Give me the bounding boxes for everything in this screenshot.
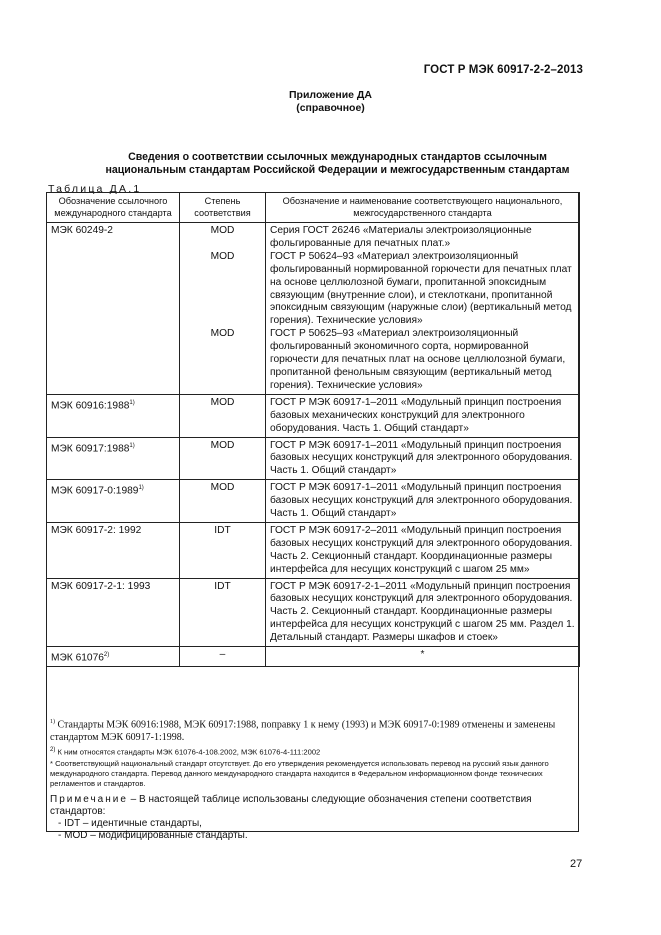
ref-standard: МЭК 61076 [51,652,104,664]
section-title [40,151,635,177]
national-standard-cell [266,223,580,395]
note-label: Примечание [50,793,128,805]
section-title-line-1: Сведения о соответствии ссылочных международных стандартов ссылочным [128,151,547,163]
national-standard-text: ГОСТ Р МЭК 60917-1–2011 «Модульный принцип построения базовых несущих конструкций для электронного оборудования. Часть 1. Общий стандарт» [270,439,573,477]
footnote-1-mark: 1) [50,719,55,725]
table-row [47,394,580,437]
degree-cell [180,480,266,523]
annex-subtitle: (справочное) [296,102,365,114]
ref-standard: МЭК 60249-2 [51,225,113,236]
ref-standard-cell [47,480,180,523]
national-standard-cell [266,480,580,523]
national-standard-text: ГОСТ Р МЭК 60917-1–2011 «Модульный принцип построения базовых механических конструкций для электронного оборудования. Часть 1. Общий стандарт» [270,396,562,434]
degree-cell [180,578,266,647]
national-standard-text: ГОСТ Р МЭК 60917-2–2011 «Модульный принцип построения базовых несущих конструкций для электронного оборудования. Часть 2. Секционный стандарт. Координационные размеры интерфейса для несущих конструкций с шагом 25 мм» [270,524,573,575]
ref-standard: МЭК 60917:1988 [51,442,130,454]
ref-standard-cell [47,647,180,667]
table-label: Таблица ДА.1 [48,183,142,195]
national-standard-text: Серия ГОСТ 26246 «Материалы электроизоляционные фольгированные для печатных плат.» [270,225,532,249]
degree-cell [180,394,266,437]
ref-standard: МЭК 60917-0:1989 [51,485,139,497]
national-standard-cell [266,437,580,480]
note-item-idt: - IDT – идентичные стандарты, [58,818,202,830]
national-standard-cell [266,578,580,647]
national-standard-cell [266,522,580,578]
table-row [47,480,580,523]
ref-standard-cell [47,578,180,647]
degree-value: MOD [210,482,235,494]
degree-cell [180,223,266,395]
degree-value: MOD [210,439,235,451]
page-number: 27 [570,858,583,870]
note-text: – В настоящей таблице использованы следующие обозначения степени соответствия стандартов: [50,793,532,818]
degree-cell [180,647,266,667]
table-row [47,578,580,647]
header-degree: Степень соответствия [180,193,266,223]
national-standard-cell [266,647,580,667]
table-row [47,437,580,480]
footnote-2 [50,745,575,758]
ref-standard: МЭК 60917-2: 1992 [51,524,142,536]
ref-footnote-mark: 1) [129,399,135,406]
footnote-star: * Соответствующий национальный стандарт отсутствует. До его утверждения рекомендуется использовать перевод на русский язык данного международного стандарта. Перевод данного международного стандарта находится в Федеральном информационном фонде технических регламентов и стандартов. [50,758,549,788]
annex-heading [0,89,661,115]
header-ref-standard: Обозначение ссылочного международного стандарта [47,193,180,223]
ref-standard-cell [47,522,180,578]
section-title-line-2: национальным стандартам Российской Федерации и межгосударственным стандартам [105,164,570,176]
note-item-mod: - MOD – модифицированные стандарты. [58,830,248,842]
ref-standard-cell [47,437,180,480]
ref-standard: МЭК 60916:1988 [51,400,130,412]
degree-cell [180,522,266,578]
national-standard-text: ГОСТ Р МЭК 60917-2-1–2011 «Модульный принцип построения базовых несущих конструкций для электронного оборудования. Часть 2. Секционный стандарт. Координационные размеры интерфейса для несущих конструкций с шагом 25 мм. Раздел 1. Детальный стандарт. Размеры шкафов и стоек» [270,580,575,644]
footnote-2-mark: 2) [50,747,56,754]
footnote-1 [50,716,575,744]
degree-value: MOD [210,250,235,262]
header-national-standard: Обозначение и наименование соответствующего национального, межгосударственного стандарта [266,193,580,223]
ref-footnote-mark: 2) [103,652,110,659]
table-header-row [47,193,580,223]
ref-standard-cell [47,394,180,437]
degree-cell [180,437,266,480]
degree-value: IDT [214,524,231,536]
notes-block [50,716,575,843]
footnote-2-text: К ним относятся стандарты МЭК 61076-4-108.2002, МЭК 61076-4-111:2002 [57,747,321,757]
table-row [47,647,580,667]
table-row [47,223,580,395]
document-code: ГОСТ Р МЭК 60917-2-2–2013 [423,64,583,76]
correspondence-table [46,192,580,667]
note [50,794,575,818]
national-standard-text: * [420,649,425,661]
national-standard-text: ГОСТ Р МЭК 60917-1–2011 «Модульный принцип построения базовых несущих конструкций для электронного оборудования. Часть 1. Общий стандарт» [270,482,573,520]
degree-value: MOD [210,225,235,236]
degree-value: MOD [210,396,235,408]
ref-standard: МЭК 60917-2-1: 1993 [51,580,151,592]
annex-title: Приложение ДА [289,89,372,101]
degree-value: – [219,649,226,661]
degree-value: MOD [210,327,235,339]
national-standard-cell [266,394,580,437]
national-standard-text: ГОСТ Р 50624–93 «Материал электроизоляционный фольгированный нормированной горючести для печатных плат на основе целлюлозной бумаги, пропитанной эпоксидным связующим (внутренние слои), и стеклоткани, пропитанной эпоксидным связующим (наружные слои) (вертикальный метод горения). Технические условия» [270,250,572,327]
table-row [47,522,580,578]
ref-footnote-mark: 1) [138,485,144,492]
degree-value: IDT [214,580,231,592]
ref-footnote-mark: 1) [129,442,135,449]
ref-standard-cell [47,223,180,395]
footnote-1-text: Стандарты МЭК 60916:1988, МЭК 60917:1988, поправку 1 к нему (1993) и МЭК 60917-0:1989 отменены и заменены стандартом МЭК 60917-1:1998. [50,719,556,743]
national-standard-text: ГОСТ Р 50625–93 «Материал электроизоляционный фольгированный экономичного сорта, нормированной горючести для печатных плат на основе целлюлозной бумаги, пропитанной фенольным связующим (вертикальный метод горения). Технические условия» [270,328,566,391]
